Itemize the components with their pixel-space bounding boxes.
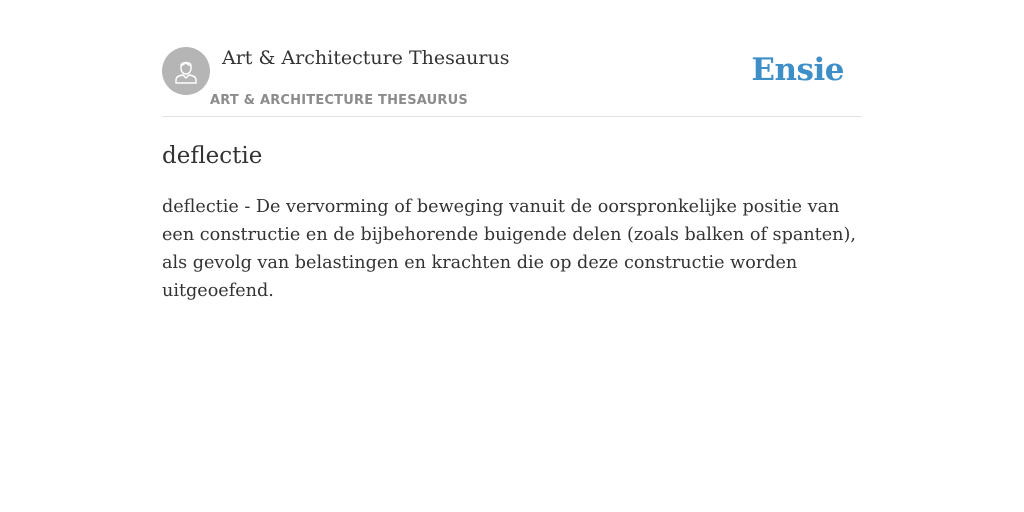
user-icon <box>172 57 200 85</box>
ensie-logo[interactable]: Ensie <box>751 52 844 88</box>
author-link[interactable]: Art & Architecture Thesaurus <box>222 47 510 69</box>
source-label: ART & ARCHITECTURE THESAURUS <box>210 93 468 108</box>
entry-definition: deflectie - De vervorming of beweging vanuit de oorspronkelijke positie van een constructie en de bijbehorende buigende delen (zoals balken of spanten), als gevolg van belastingen en krachten die op deze constructie worden uitgeoefend. <box>162 197 856 301</box>
entry-title: deflectie <box>162 143 263 169</box>
entry-header <box>162 44 862 117</box>
avatar[interactable] <box>162 47 210 95</box>
entry-card <box>162 44 862 305</box>
